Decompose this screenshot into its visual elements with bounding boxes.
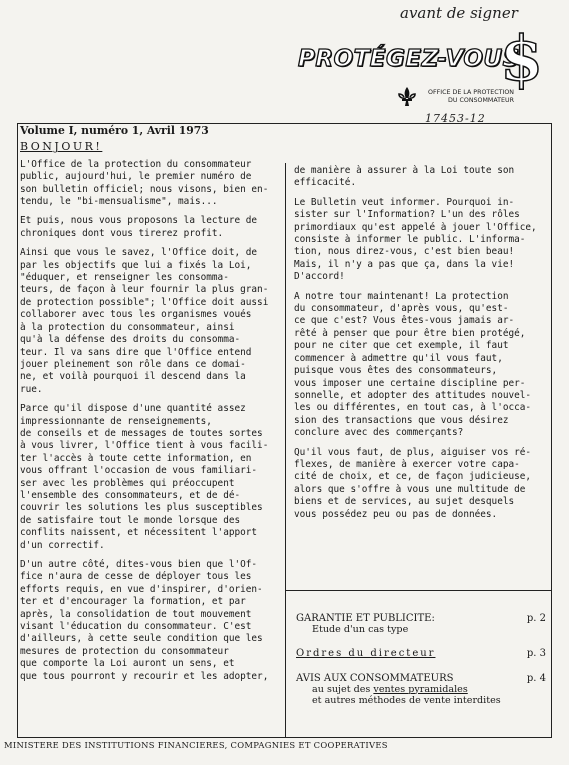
toc-subtitle-prefix: au sujet des <box>312 683 374 695</box>
toc-entry[interactable] <box>296 613 548 636</box>
fleur-de-lis-icon <box>396 86 418 108</box>
paragraph: A notre tour maintenant! La protection du consommateur, d'après vous, qu'est- ce que c'est? Vous êtes-vous jamais ar- rêté à penser que pour être bien protégé, pour ne citer que cet exemple, il faut commencer à admettre qu'il vous faut, puisque vous êtes des consommateurs, vous imposer une certaine discipline per- sonnelle, et adopter des attitudes nouvel- les ou différentes, en tout cas, à l'occa- sion des transactions que vous désirez conclure avec des commerçants? <box>294 290 532 439</box>
toc-entry[interactable] <box>296 673 548 707</box>
toc-divider <box>285 590 552 591</box>
paragraph: Parce qu'il dispose d'une quantité assez impressionnante de renseignements, de conseils et de messages de toutes sortes à vous livrer, l'Office tient à vous facili- ter l'accès à toute cette information, en vous offrant l'occasion de vous familiari- ser avec les problèmes qui préoccupent l'ensemble des consommateurs, et de dé- couvrir les solutions les plus susceptibles de satisfaire tout le monde lorsque des conflits naissent, et nécessitent l'apport d'un correctif. <box>20 403 269 551</box>
paragraph: L'Office de la protection du consommateur public, aujourd'hui, le premier numéro de son bulletin officiel; nous visons, bien en- tendu, le "bi-mensualisme", mais... <box>20 158 269 208</box>
ministry-footer: MINISTERE DES INSTITUTIONS FINANCIERES, COMPAGNIES ET COOPERATIVES <box>4 740 388 750</box>
paragraph: Ainsi que vous le savez, l'Office doit, de par les objectifs que lui a fixés la Loi, "éduquer, et renseigner les consomma- teurs, de façon à leur fournir la plus gran- de protection possible"; l'Office doit aussi collaborer avec tous les organismes voués à la protection du consommateur, ainsi qu'à la défense des droits du consomma- teur. Il va sans dire que l'Office entend jouer pleinement son rôle dans ce domai- ne, et voilà pourquoi il descend dans la rue. <box>20 247 269 395</box>
table-of-contents <box>296 613 548 715</box>
toc-title: AVIS AUX CONSOMMATEURS <box>296 672 454 684</box>
dollar-logo-icon: $ <box>500 22 544 95</box>
handwritten-reference: 17453-12 <box>425 112 486 125</box>
toc-title: Ordres du directeur <box>296 647 436 659</box>
toc-subtitle-continued: et autres méthodes de vente interdites <box>312 695 501 706</box>
handwritten-note: avant de signer <box>400 4 518 22</box>
issue-line: Volume I, numéro 1, Avril 1973 <box>20 124 209 137</box>
toc-subtitle: Etude d'un cas type <box>312 624 409 635</box>
toc-page-number: p. 2 <box>526 613 546 624</box>
paragraph: Qu'il vous faut, de plus, aiguiser vos ré- flexes, de manière à exercer votre capa- cité de choix, et ce, de façon judicieuse, alors que s'offre à vous une multitude de biens et de services, au sujet desquels vous possédez peu ou pas de données. <box>294 446 532 520</box>
column-divider <box>285 163 286 738</box>
paragraph: Le Bulletin veut informer. Pourquoi in- sister sur l'Information? L'un des rôles primordiaux qu'est appelé à jouer l'Office, consiste à informer le public. L'informa- tion, nous direz-vous, c'est bien beau! Mais, il n'y a pas que ça, dans la vie! D'accord! <box>294 196 537 283</box>
toc-title: GARANTIE ET PUBLICITE: <box>296 613 435 624</box>
toc-subtitle <box>296 684 548 696</box>
paragraph: de manière à assurer à la Loi toute son efficacité. <box>294 165 515 189</box>
toc-page-number: p. 3 <box>526 647 546 659</box>
paragraph: D'un autre côté, dites-vous bien que l'Of- fice n'aura de cesse de déployer tous les efforts requis, en vue d'inspirer, d'orien- ter et d'encourager la formation, et par après, la consolidation de tout mouvement visant l'éducation du consommateur. C'est d'ailleurs, à cette seule condition que les mesures de protection du consommateur que comporte la Loi auront un sens, et que tous pourront y recourir et les adopter, <box>20 559 269 682</box>
greeting-heading: BONJOUR! <box>20 140 103 154</box>
paragraph: Et puis, nous vous proposons la lecture de chroniques dont vous tirerez profit. <box>20 215 258 239</box>
brand-title: PROTÉGEZ-VOUS <box>298 46 520 72</box>
office-name: OFFICE DE LA PROTECTION DU CONSOMMATEUR <box>428 89 514 104</box>
toc-page-number: p. 4 <box>526 672 546 684</box>
left-column <box>20 124 282 690</box>
right-column <box>294 165 546 528</box>
toc-entry[interactable] <box>296 648 548 659</box>
toc-subtitle-highlight: ventes pyramidales <box>373 683 468 695</box>
